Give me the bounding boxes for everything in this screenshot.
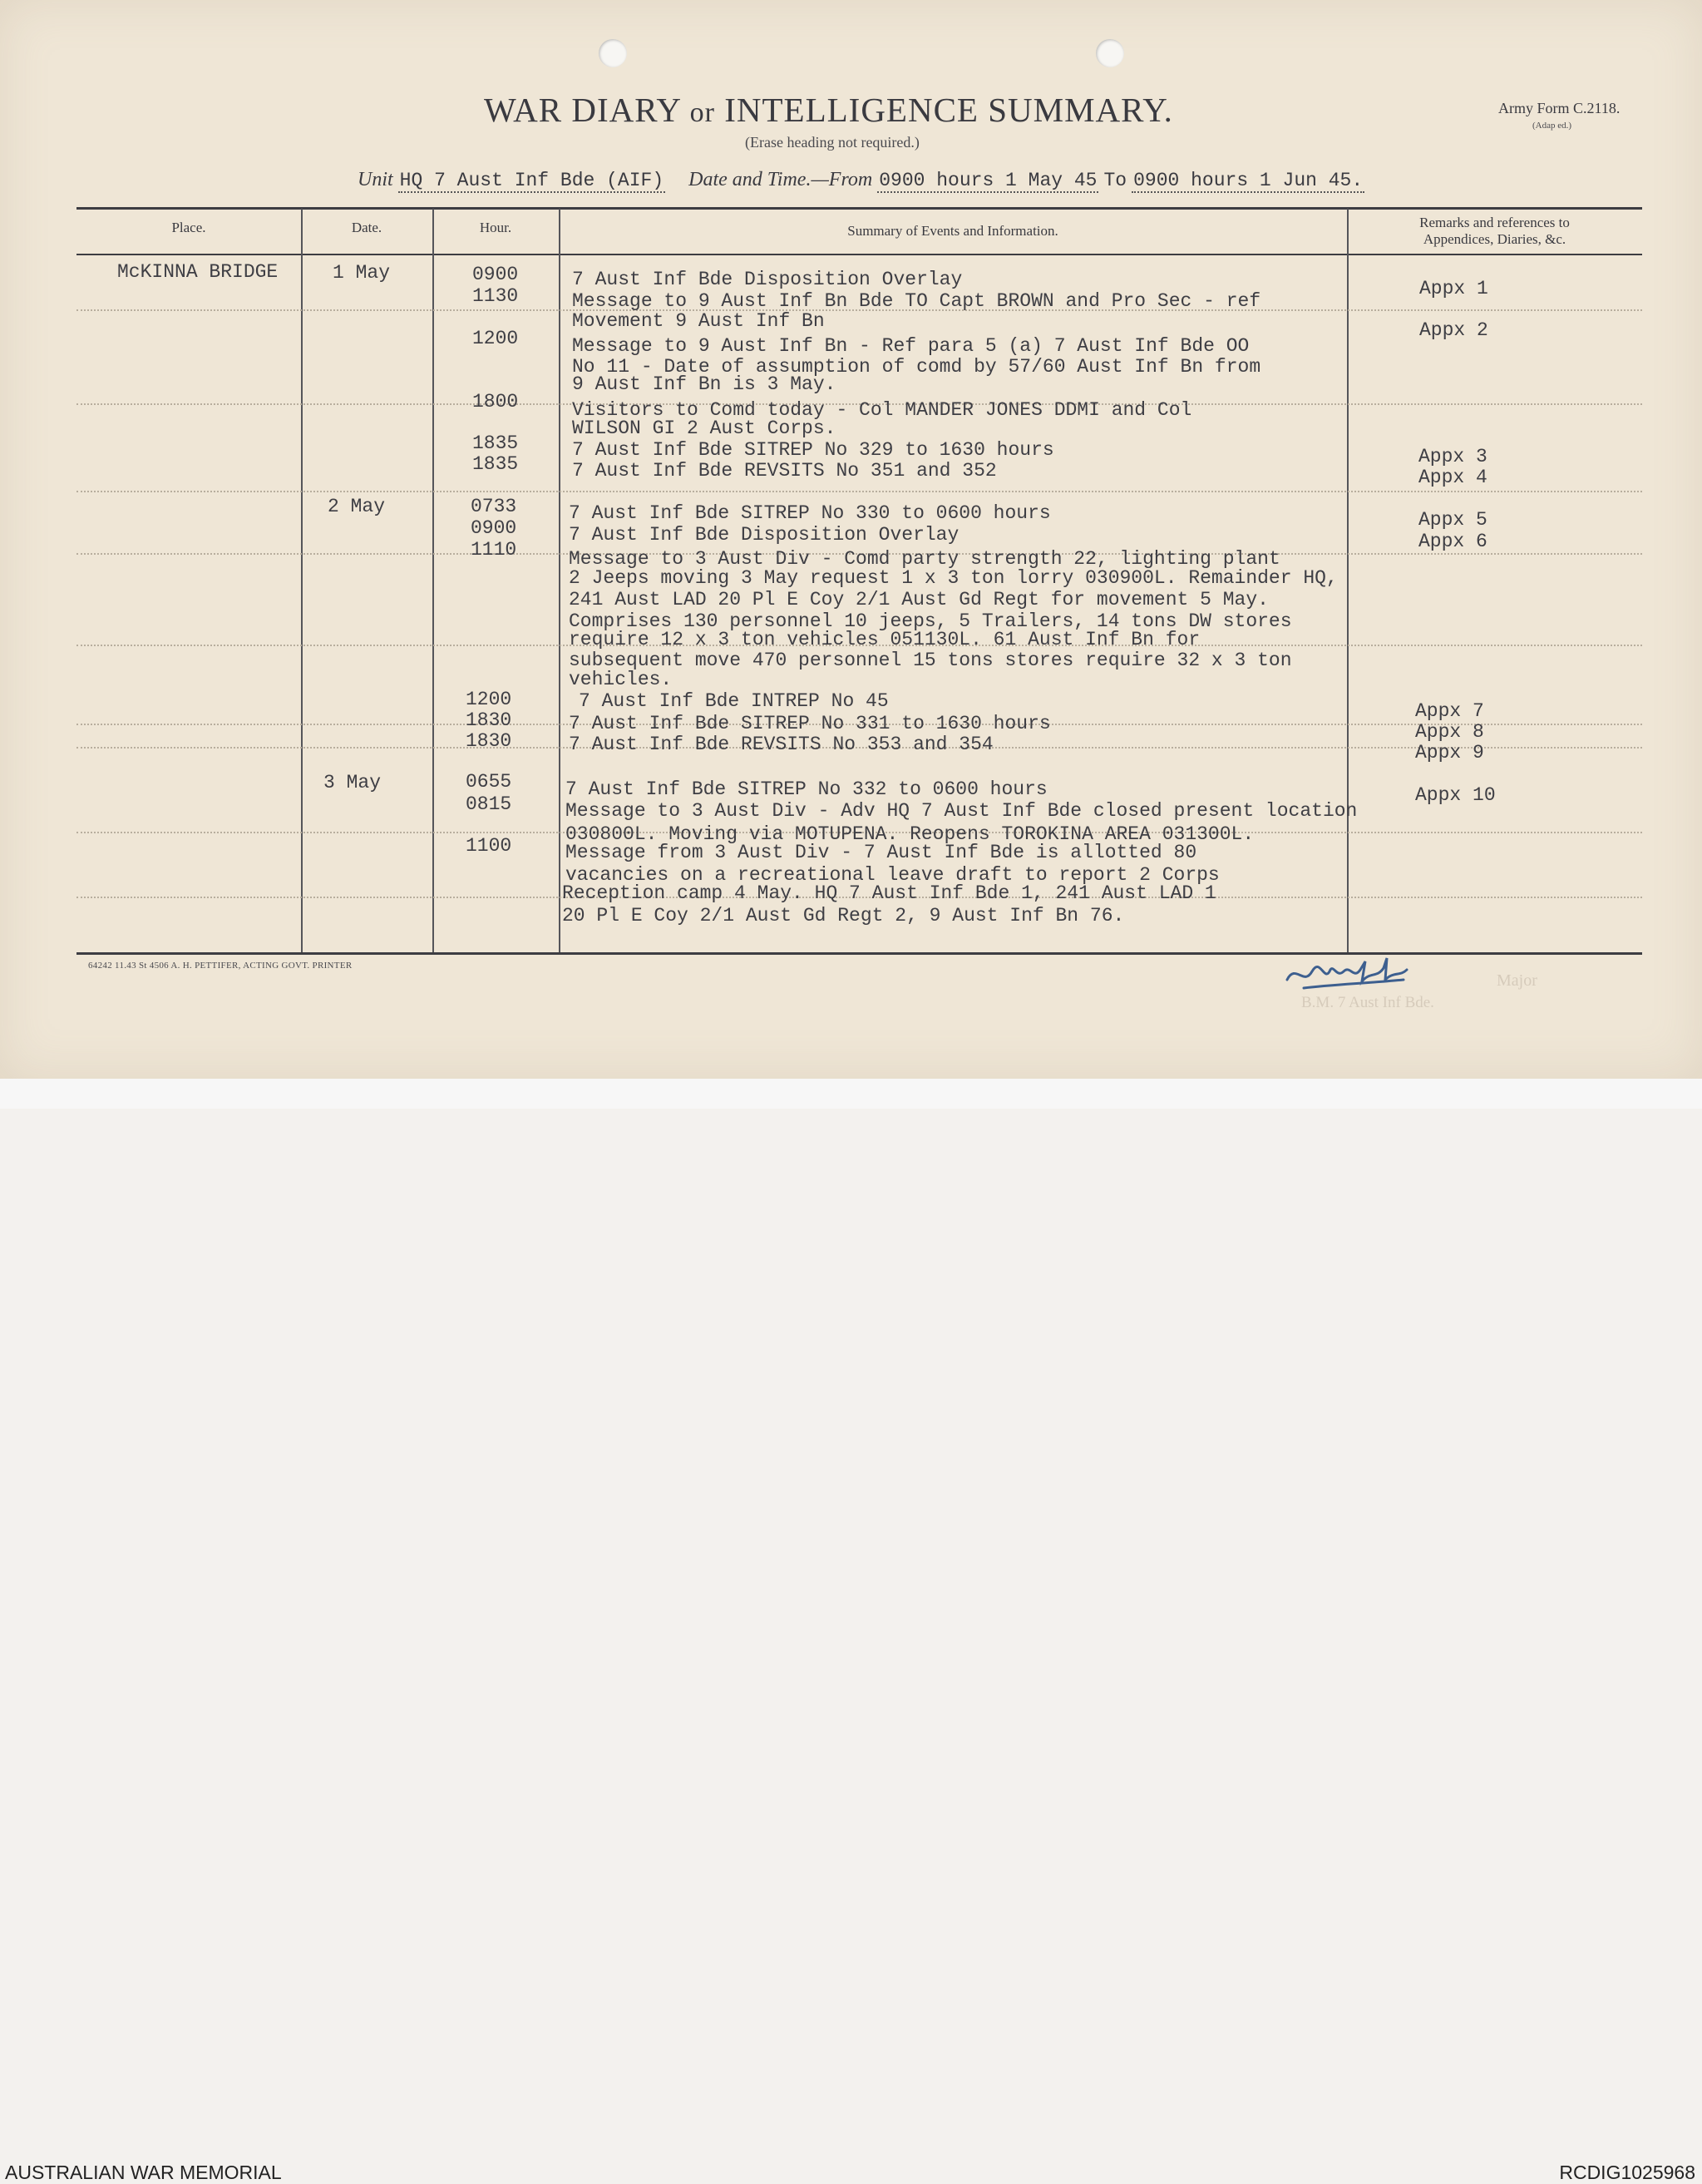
date-entry: 2 May [328,496,386,517]
army-form-number: Army Form C.2118. [1498,100,1621,116]
hour-entry: 1835 [472,432,519,454]
summary-line: Message to 3 Aust Div - Adv HQ 7 Aust Inf Bde closed present location [565,800,1358,822]
appendix-ref: Appx 3 [1418,446,1487,467]
appendix-ref: Appx 6 [1418,531,1487,552]
summary-line: 20 Pl E Coy 2/1 Aust Gd Regt 2, 9 Aust Inf Bn 76. [562,905,1125,926]
hour-entry: 0655 [466,771,512,793]
hour-entry: 1200 [472,328,519,349]
summary-line: Visitors to Comd today - Col MANDER JONES DDMI and Col [572,399,1192,421]
datetime-label: Date and Time.—From [688,169,873,190]
appendix-ref: Appx 7 [1415,700,1484,722]
appendix-ref: Appx 8 [1415,721,1484,743]
printer-imprint: 64242 11.43 St 4506 A. H. PETTIFER, ACTING GOVT. PRINTER [88,961,353,971]
appendix-ref: Appx 9 [1415,742,1484,763]
summary-line: 7 Aust Inf Bde INTREP No 45 [579,690,889,712]
summary-line: 2 Jeeps moving 3 May request 1 x 3 ton lorry 030900L. Remainder HQ, [569,567,1338,589]
hour-entry: 1130 [472,285,519,307]
hour-entry: 1200 [466,689,512,710]
summary-line: Message to 3 Aust Div - Comd party strength 22, lighting plant [569,548,1280,570]
hour-entry: 0900 [471,517,517,539]
col-header-summary: Summary of Events and Information. [847,223,1058,239]
summary-line: require 12 x 3 ton vehicles 051130L. 61 Aust Inf Bn for [569,629,1201,650]
summary-line: No 11 - Date of assumption of comd by 57/60 Aust Inf Bn from [572,356,1261,378]
summary-line: 241 Aust LAD 20 Pl E Coy 2/1 Aust Gd Regt for movement 5 May. [569,589,1269,610]
title-intelligence-summary: INTELLIGENCE SUMMARY. [724,91,1173,129]
table-top-rule [76,207,1642,210]
signature-icon [1279,946,1437,996]
unit-line [358,169,1364,191]
summary-line: WILSON GI 2 Aust Corps. [572,418,836,439]
unit-label: Unit [358,169,393,190]
date-entry: 3 May [323,772,382,793]
summary-line: 7 Aust Inf Bde SITREP No 329 to 1630 hours [572,439,1054,461]
summary-line: vacancies on a recreational leave draft to report 2 Corps [565,864,1220,886]
hour-entry: 0733 [471,496,517,517]
summary-line: Message from 3 Aust Div - 7 Aust Inf Bde is allotted 80 [565,842,1197,863]
hour-entry: 1800 [472,391,519,413]
summary-line: Comprises 130 personnel 10 jeeps, 5 Trailers, 14 tons DW stores [569,610,1292,632]
column-divider [559,209,560,952]
date-entry: 1 May [333,262,391,284]
col-header-place: Place. [171,220,206,235]
punch-hole [1096,39,1124,67]
column-divider [1347,209,1349,952]
summary-line: Message to 9 Aust Inf Bn - Ref para 5 (a) 7 Aust Inf Bde OO [572,335,1250,357]
to-label: To [1103,170,1127,191]
title-or: or [689,97,715,128]
to-value: 0900 hours 1 Jun 45. [1133,170,1364,191]
hour-entry: 0815 [466,793,512,815]
hour-entry: 1100 [466,835,512,857]
hour-entry: 1110 [471,539,517,561]
summary-line: 7 Aust Inf Bde Disposition Overlay [569,524,960,546]
place-entry: McKINNA BRIDGE [117,261,279,283]
appendix-ref: Appx 2 [1419,319,1488,341]
summary-line: vehicles. [569,669,673,690]
appendix-ref: Appx 4 [1418,467,1487,488]
col-header-remarks: Remarks and references to Appendices, Diaries, &c. [1419,215,1570,247]
appendix-ref: Appx 5 [1418,509,1487,531]
hour-entry: 1830 [466,730,512,752]
summary-line: Reception camp 4 May. HQ 7 Aust Inf Bde 1, 241 Aust LAD 1 [562,882,1216,904]
summary-line: 7 Aust Inf Bde SITREP No 331 to 1630 hours [569,713,1051,734]
summary-line: subsequent move 470 personnel 15 tons stores require 32 x 3 ton [569,650,1292,671]
appendix-ref: Appx 10 [1415,784,1496,806]
summary-line: 7 Aust Inf Bde REVSITS No 353 and 354 [569,734,994,755]
summary-line: 7 Aust Inf Bde Disposition Overlay [572,269,963,290]
summary-line: 7 Aust Inf Bde REVSITS No 351 and 352 [572,460,997,482]
signature-rank-ghost: Major [1497,971,1537,990]
appendix-ref: Appx 1 [1419,278,1488,299]
title-war-diary: WAR DIARY [484,91,681,129]
ruled-line [76,491,1642,492]
summary-line: Movement 9 Aust Inf Bn [572,310,825,332]
form-subtitle: (Erase heading not required.) [745,134,920,151]
column-divider [301,209,303,952]
table-header-rule [76,254,1642,255]
hour-entry: 1830 [466,709,512,731]
signature-title-ghost: B.M. 7 Aust Inf Bde. [1301,994,1434,1011]
summary-line: Message to 9 Aust Inf Bn Bde TO Capt BROWN and Pro Sec - ref [572,290,1261,312]
col-header-date: Date. [351,220,382,235]
punch-hole [599,39,627,67]
summary-line: 7 Aust Inf Bde SITREP No 332 to 0600 hours [565,778,1048,800]
archive-name: AUSTRALIAN WAR MEMORIAL [5,2162,282,2183]
form-title [484,90,1173,130]
from-value: 0900 hours 1 May 45 [879,170,1098,191]
summary-line: 7 Aust Inf Bde SITREP No 330 to 0600 hours [569,502,1051,524]
archive-bar [0,1079,1702,2183]
summary-line: 030800L. Moving via MOTUPENA. Reopens TOROKINA AREA 031300L. [565,823,1255,845]
column-divider [432,209,434,952]
hour-entry: 0900 [472,264,519,285]
col-header-hour: Hour. [479,220,512,235]
archive-id: RCDIG1025968 [1559,2162,1695,2183]
hour-entry: 1835 [472,453,519,475]
diary-page [0,0,1702,1079]
summary-line: 9 Aust Inf Bn is 3 May. [572,373,836,395]
army-form-adap: (Adap ed.) [1532,121,1572,131]
unit-value: HQ 7 Aust Inf Bde (AIF) [399,170,664,191]
